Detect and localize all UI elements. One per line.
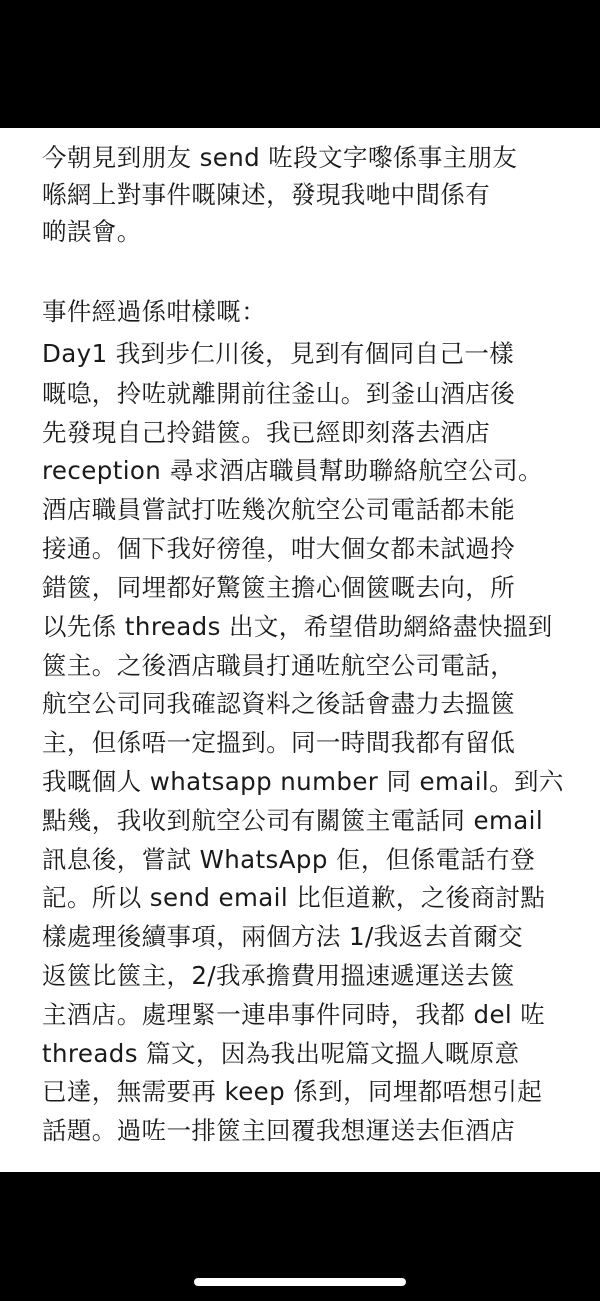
text-line: 主，但係唔一定搵到。同一時間我都有留低 <box>42 728 516 757</box>
text-line: 篋主。之後酒店職員打通咗航空公司電話， <box>42 651 516 680</box>
home-indicator[interactable] <box>194 1278 406 1286</box>
text-line: 先發現自己拎錯篋。我已經即刻落去酒店 <box>42 418 491 447</box>
text-line: 啲誤會。 <box>42 217 142 246</box>
text-line: threads 篇文，因為我出呢篇文搵人嘅原意 <box>42 1039 520 1068</box>
text-line: 話題。過咗一排篋主回覆我想運送去佢酒店 <box>42 1116 516 1145</box>
top-black-bar <box>0 0 600 128</box>
text-line: 酒店職員嘗試打咗幾次航空公司電話都未能 <box>42 495 516 524</box>
text-line: 點幾，我收到航空公司有關篋主電話同 email <box>42 806 544 835</box>
text-line: 接通。個下我好徬徨，咁大個女都未試過拎 <box>42 534 516 563</box>
text-line: 已達，無需要再 keep 係到，同埋都唔想引起 <box>42 1077 543 1106</box>
text-line: 今朝見到朋友 send 咗段文字嚟係事主朋友 <box>42 143 518 172</box>
text-line: 嘅喼，拎咗就離開前往釜山。到釜山酒店後 <box>42 379 516 408</box>
text-line: 主酒店。處理緊一連串事件同時，我都 del 咗 <box>42 1000 546 1029</box>
text-line: 訊息後，嘗試 WhatsApp 佢，但係電話冇登 <box>42 845 536 874</box>
text-line: 以先係 threads 出文，希望借助網絡盡快搵到 <box>42 612 553 641</box>
text-line: 返篋比篋主，2/我承擔費用搵速遞運送去篋 <box>42 961 515 990</box>
text-line: Day1 我到步仁川後，見到有個同自己一樣 <box>42 339 515 368</box>
text-line: 樣處理後續事項，兩個方法 1/我返去首爾交 <box>42 922 524 951</box>
text-line: 記。所以 send email 比佢道歉，之後商討點 <box>42 883 546 912</box>
text-line: 航空公司同我確認資料之後話會盡力去搵篋 <box>42 689 516 718</box>
text-line: 事件經過係咁樣嘅： <box>42 297 267 326</box>
text-line: 喺網上對事件嘅陳述，發現我哋中間係有 <box>42 180 491 209</box>
text-line: 錯篋，同埋都好驚篋主擔心個篋嘅去向，所 <box>42 573 516 602</box>
text-content-area <box>0 128 600 1172</box>
text-line: 我嘅個人 whatsapp number 同 email。到六 <box>42 767 564 796</box>
text-line: reception 尋求酒店職員幫助聯絡航空公司。 <box>42 456 543 485</box>
